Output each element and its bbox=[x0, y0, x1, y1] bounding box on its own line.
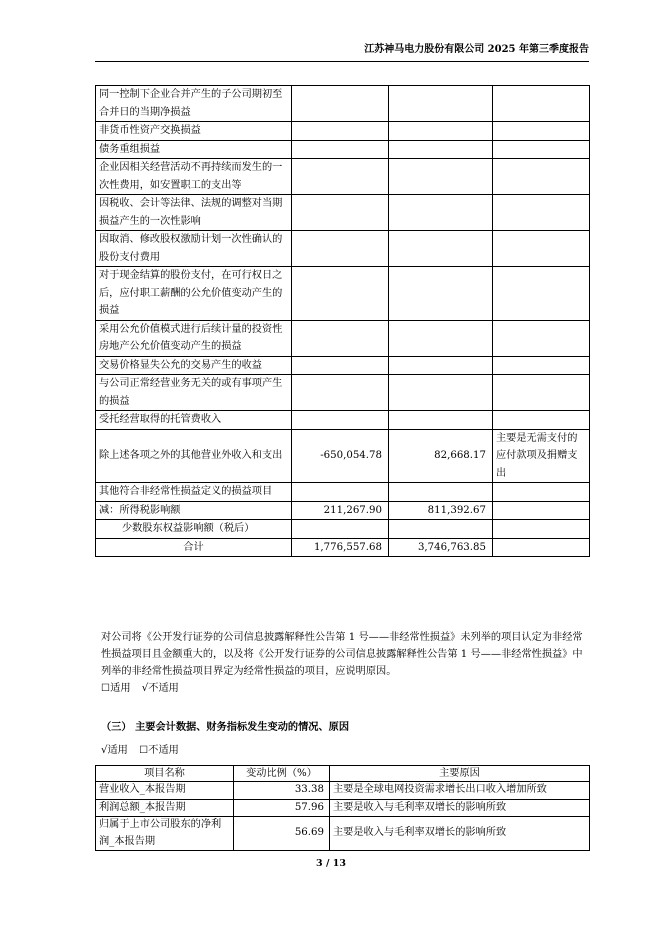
item-cell: 减：所得税影响额 bbox=[96, 501, 292, 520]
item-cell: 企业因相关经营活动不再持续而发生的一次性费用，如安置职工的支出等 bbox=[96, 159, 292, 195]
note-cell bbox=[493, 267, 590, 321]
ytd-cell: 811,392.67 bbox=[389, 501, 493, 520]
current-cell bbox=[292, 411, 389, 430]
name-cell: 营业收入_本报告期 bbox=[96, 782, 234, 800]
current-cell bbox=[292, 267, 389, 321]
table-row-total bbox=[96, 538, 590, 557]
section-applicability bbox=[101, 741, 179, 756]
change-table bbox=[95, 765, 590, 851]
current-cell bbox=[292, 320, 389, 356]
reason-cell: 主要是收入与毛利率双增长的影响所致 bbox=[330, 817, 590, 851]
ytd-cell bbox=[389, 483, 493, 502]
table-row bbox=[96, 501, 590, 520]
ytd-cell bbox=[389, 122, 493, 141]
current-cell bbox=[292, 159, 389, 195]
table-row bbox=[96, 86, 590, 122]
page-number: 3 / 13 bbox=[316, 858, 346, 869]
item-cell: 债务重组损益 bbox=[96, 140, 292, 159]
ratio-cell: 57.96 bbox=[234, 799, 330, 817]
table-row bbox=[96, 320, 590, 356]
ytd-cell: 82,668.17 bbox=[389, 429, 493, 483]
current-cell bbox=[292, 483, 389, 502]
ytd-cell bbox=[389, 231, 493, 267]
note-cell bbox=[493, 122, 590, 141]
table-row bbox=[96, 267, 590, 321]
table-row bbox=[96, 782, 590, 800]
item-cell: 其他符合非经常性损益定义的损益项目 bbox=[96, 483, 292, 502]
table-header-row bbox=[96, 766, 590, 782]
applicability-options bbox=[101, 680, 587, 697]
table-row bbox=[96, 375, 590, 411]
ytd-cell bbox=[389, 356, 493, 375]
ratio-cell: 33.38 bbox=[234, 782, 330, 800]
ytd-cell: 3,746,763.85 bbox=[389, 538, 493, 557]
ytd-cell bbox=[389, 411, 493, 430]
ratio-cell: 56.69 bbox=[234, 817, 330, 851]
note-cell bbox=[493, 483, 590, 502]
item-cell: 受托经营取得的托管费收入 bbox=[96, 411, 292, 430]
note-cell bbox=[493, 501, 590, 520]
item-cell: 对于现金结算的股份支付，在可行权日之后，应付职工薪酬的公允价值变动产生的损益 bbox=[96, 267, 292, 321]
note-cell bbox=[493, 538, 590, 557]
table-row bbox=[96, 817, 590, 851]
table-row bbox=[96, 799, 590, 817]
note-cell bbox=[493, 159, 590, 195]
ytd-cell bbox=[389, 267, 493, 321]
header-main-reason: 主要原因 bbox=[330, 766, 590, 782]
note-cell bbox=[493, 375, 590, 411]
note-cell bbox=[493, 231, 590, 267]
section-title: （三） 主要会计数据、财务指标发生变动的情况、原因 bbox=[101, 721, 350, 733]
item-cell: 与公司正常经营业务无关的或有事项产生的损益 bbox=[96, 375, 292, 411]
ytd-cell bbox=[389, 320, 493, 356]
item-cell: 少数股东权益影响额（税后） bbox=[96, 520, 292, 539]
reason-cell: 主要是全球电网投资需求增长出口收入增加所致 bbox=[330, 782, 590, 800]
reason-cell: 主要是收入与毛利率双增长的影响所致 bbox=[330, 799, 590, 817]
item-cell: 非货币性资产交换损益 bbox=[96, 122, 292, 141]
item-cell: 因税收、会计等法律、法规的调整对当期损益产生的一次性影响 bbox=[96, 195, 292, 231]
current-cell: -650,054.78 bbox=[292, 429, 389, 483]
item-cell: 交易价格显失公允的交易产生的收益 bbox=[96, 356, 292, 375]
current-cell: 1,776,557.68 bbox=[292, 538, 389, 557]
table-row bbox=[96, 520, 590, 539]
item-cell: 采用公允价值模式进行后续计量的投资性房地产公允价值变动产生的损益 bbox=[96, 320, 292, 356]
note-cell bbox=[493, 356, 590, 375]
current-cell bbox=[292, 140, 389, 159]
ytd-cell bbox=[389, 159, 493, 195]
table-row bbox=[96, 483, 590, 502]
page-header: 江苏神马电力股份有限公司 2025 年第三季度报告 bbox=[95, 43, 589, 62]
option-applicable: √适用 bbox=[101, 745, 128, 756]
current-cell bbox=[292, 375, 389, 411]
header-change-ratio: 变动比例（%） bbox=[234, 766, 330, 782]
option-applicable: ☐适用 bbox=[101, 683, 131, 694]
table-row bbox=[96, 195, 590, 231]
current-cell bbox=[292, 356, 389, 375]
note-cell bbox=[493, 520, 590, 539]
ytd-cell bbox=[389, 375, 493, 411]
table-row bbox=[96, 122, 590, 141]
table-row bbox=[96, 429, 590, 483]
current-cell bbox=[292, 195, 389, 231]
item-cell: 同一控制下企业合并产生的子公司期初至合并日的当期净损益 bbox=[96, 86, 292, 122]
table-row bbox=[96, 159, 590, 195]
note-cell bbox=[493, 195, 590, 231]
current-cell bbox=[292, 122, 389, 141]
note-cell bbox=[493, 140, 590, 159]
name-cell: 归属于上市公司股东的净利润_本报告期 bbox=[96, 817, 234, 851]
current-cell: 211,267.90 bbox=[292, 501, 389, 520]
ytd-cell bbox=[389, 140, 493, 159]
ytd-cell bbox=[389, 520, 493, 539]
item-cell: 除上述各项之外的其他营业外收入和支出 bbox=[96, 429, 292, 483]
item-cell: 合计 bbox=[96, 538, 292, 557]
current-cell bbox=[292, 231, 389, 267]
ytd-cell bbox=[389, 195, 493, 231]
current-cell bbox=[292, 86, 389, 122]
nonrecurring-gains-table bbox=[95, 85, 590, 557]
item-cell: 因取消、修改股权激励计划一次性确认的股份支付费用 bbox=[96, 231, 292, 267]
option-not-applicable: ☐不适用 bbox=[139, 745, 179, 756]
note-cell: 主要是无需支付的应付款项及捐赠支出 bbox=[493, 429, 590, 483]
table-row bbox=[96, 411, 590, 430]
table-row bbox=[96, 231, 590, 267]
option-not-applicable: √不适用 bbox=[141, 683, 179, 694]
name-cell: 利润总额_本报告期 bbox=[96, 799, 234, 817]
note-cell bbox=[493, 411, 590, 430]
note-cell bbox=[493, 320, 590, 356]
current-cell bbox=[292, 520, 389, 539]
table-row bbox=[96, 356, 590, 375]
table-row bbox=[96, 140, 590, 159]
note-cell bbox=[493, 86, 590, 122]
ytd-cell bbox=[389, 86, 493, 122]
header-item-name: 项目名称 bbox=[96, 766, 234, 782]
explanation-paragraph: 对公司将《公开发行证券的公司信息披露解释性公告第 1 号——非经常性损益》未列举的项目认定为非经常性损益项目且金额重大的，以及将《公开发行证券的公司信息披露解释性公告第 1 号——非经常性损益》中列举的非经常性损益项目界定为经常性损益的项目，应说明原因。 bbox=[101, 632, 583, 677]
